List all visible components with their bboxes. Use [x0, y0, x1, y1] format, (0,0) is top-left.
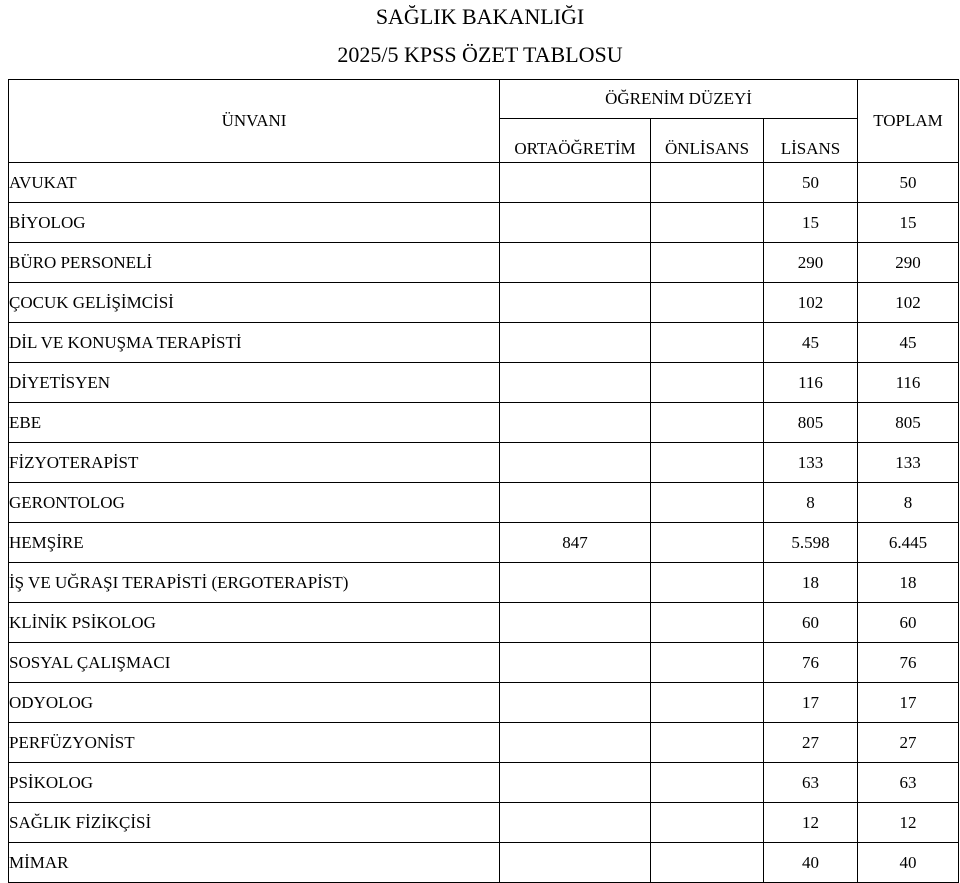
- cell-unvan: KLİNİK PSİKOLOG: [9, 603, 500, 643]
- table-row: [9, 363, 959, 403]
- table-row: [9, 523, 959, 563]
- cell-ortaogretim: [500, 643, 651, 683]
- cell-ortaogretim: [500, 683, 651, 723]
- cell-onlisans: [651, 203, 764, 243]
- cell-onlisans: [651, 603, 764, 643]
- header-ogrenim-duzeyi: ÖĞRENİM DÜZEYİ: [500, 80, 858, 119]
- cell-unvan: AVUKAT: [9, 163, 500, 203]
- table-body: [9, 163, 959, 883]
- table-row: [9, 563, 959, 603]
- cell-unvan: ODYOLOG: [9, 683, 500, 723]
- cell-lisans: 116: [764, 363, 858, 403]
- cell-ortaogretim: [500, 443, 651, 483]
- table-row: [9, 763, 959, 803]
- cell-toplam: 17: [858, 683, 959, 723]
- table-row: [9, 723, 959, 763]
- cell-toplam: 63: [858, 763, 959, 803]
- cell-ortaogretim: [500, 563, 651, 603]
- cell-lisans: 17: [764, 683, 858, 723]
- cell-lisans: 45: [764, 323, 858, 363]
- cell-onlisans: [651, 683, 764, 723]
- cell-onlisans: [651, 323, 764, 363]
- cell-toplam: 290: [858, 243, 959, 283]
- cell-unvan: DİL VE KONUŞMA TERAPİSTİ: [9, 323, 500, 363]
- table-row: [9, 203, 959, 243]
- table-row: [9, 323, 959, 363]
- cell-toplam: 60: [858, 603, 959, 643]
- cell-lisans: 40: [764, 843, 858, 883]
- cell-toplam: 8: [858, 483, 959, 523]
- header-ortaogretim: ORTAÖĞRETİM: [500, 119, 651, 163]
- cell-onlisans: [651, 483, 764, 523]
- cell-ortaogretim: [500, 323, 651, 363]
- cell-lisans: 290: [764, 243, 858, 283]
- cell-unvan: MİMAR: [9, 843, 500, 883]
- cell-ortaogretim: 847: [500, 523, 651, 563]
- cell-unvan: PERFÜZYONİST: [9, 723, 500, 763]
- cell-toplam: 133: [858, 443, 959, 483]
- cell-lisans: 5.598: [764, 523, 858, 563]
- cell-onlisans: [651, 843, 764, 883]
- table-row: [9, 683, 959, 723]
- header-unvan: ÜNVANI: [9, 80, 500, 163]
- table-row: [9, 443, 959, 483]
- cell-unvan: HEMŞİRE: [9, 523, 500, 563]
- cell-lisans: 50: [764, 163, 858, 203]
- cell-lisans: 133: [764, 443, 858, 483]
- cell-onlisans: [651, 563, 764, 603]
- table-row: [9, 483, 959, 523]
- cell-toplam: 27: [858, 723, 959, 763]
- cell-toplam: 6.445: [858, 523, 959, 563]
- cell-unvan: DİYETİSYEN: [9, 363, 500, 403]
- cell-onlisans: [651, 523, 764, 563]
- cell-toplam: 12: [858, 803, 959, 843]
- cell-ortaogretim: [500, 163, 651, 203]
- page-title: SAĞLIK BAKANLIĞI: [375, 4, 585, 29]
- table-row: [9, 603, 959, 643]
- cell-onlisans: [651, 283, 764, 323]
- cell-unvan: İŞ VE UĞRAŞI TERAPİSTİ (ERGOTERAPİST): [9, 563, 500, 603]
- cell-lisans: 60: [764, 603, 858, 643]
- cell-ortaogretim: [500, 243, 651, 283]
- table-row: [9, 803, 959, 843]
- header-lisans: LİSANS: [764, 119, 858, 163]
- table-row: [9, 843, 959, 883]
- cell-onlisans: [651, 723, 764, 763]
- cell-lisans: 18: [764, 563, 858, 603]
- header-onlisans: ÖNLİSANS: [651, 119, 764, 163]
- table-row: [9, 163, 959, 203]
- cell-unvan: SAĞLIK FİZİKÇİSİ: [9, 803, 500, 843]
- cell-lisans: 63: [764, 763, 858, 803]
- cell-lisans: 12: [764, 803, 858, 843]
- cell-unvan: FİZYOTERAPİST: [9, 443, 500, 483]
- cell-onlisans: [651, 763, 764, 803]
- cell-toplam: 40: [858, 843, 959, 883]
- cell-onlisans: [651, 363, 764, 403]
- cell-onlisans: [651, 243, 764, 283]
- cell-unvan: SOSYAL ÇALIŞMACI: [9, 643, 500, 683]
- cell-unvan: ÇOCUK GELİŞİMCİSİ: [9, 283, 500, 323]
- table-row: [9, 243, 959, 283]
- cell-toplam: 18: [858, 563, 959, 603]
- cell-toplam: 116: [858, 363, 959, 403]
- cell-ortaogretim: [500, 723, 651, 763]
- cell-toplam: 45: [858, 323, 959, 363]
- cell-lisans: 76: [764, 643, 858, 683]
- cell-ortaogretim: [500, 843, 651, 883]
- cell-unvan: BİYOLOG: [9, 203, 500, 243]
- cell-lisans: 27: [764, 723, 858, 763]
- summary-table: [8, 79, 959, 883]
- cell-toplam: 15: [858, 203, 959, 243]
- page-subtitle: 2025/5 KPSS ÖZET TABLOSU: [337, 42, 623, 67]
- cell-onlisans: [651, 403, 764, 443]
- cell-unvan: BÜRO PERSONELİ: [9, 243, 500, 283]
- cell-unvan: EBE: [9, 403, 500, 443]
- cell-onlisans: [651, 643, 764, 683]
- cell-lisans: 8: [764, 483, 858, 523]
- header-toplam: TOPLAM: [858, 80, 959, 163]
- cell-ortaogretim: [500, 763, 651, 803]
- table-row: [9, 283, 959, 323]
- cell-ortaogretim: [500, 283, 651, 323]
- table-header: [9, 80, 959, 163]
- cell-ortaogretim: [500, 483, 651, 523]
- cell-lisans: 805: [764, 403, 858, 443]
- cell-ortaogretim: [500, 363, 651, 403]
- cell-lisans: 15: [764, 203, 858, 243]
- cell-unvan: GERONTOLOG: [9, 483, 500, 523]
- cell-onlisans: [651, 803, 764, 843]
- cell-toplam: 50: [858, 163, 959, 203]
- cell-ortaogretim: [500, 203, 651, 243]
- cell-onlisans: [651, 443, 764, 483]
- table-row: [9, 403, 959, 443]
- cell-unvan: PSİKOLOG: [9, 763, 500, 803]
- cell-ortaogretim: [500, 403, 651, 443]
- cell-toplam: 102: [858, 283, 959, 323]
- table-row: [9, 643, 959, 683]
- cell-ortaogretim: [500, 803, 651, 843]
- cell-toplam: 805: [858, 403, 959, 443]
- cell-onlisans: [651, 163, 764, 203]
- cell-lisans: 102: [764, 283, 858, 323]
- cell-toplam: 76: [858, 643, 959, 683]
- cell-ortaogretim: [500, 603, 651, 643]
